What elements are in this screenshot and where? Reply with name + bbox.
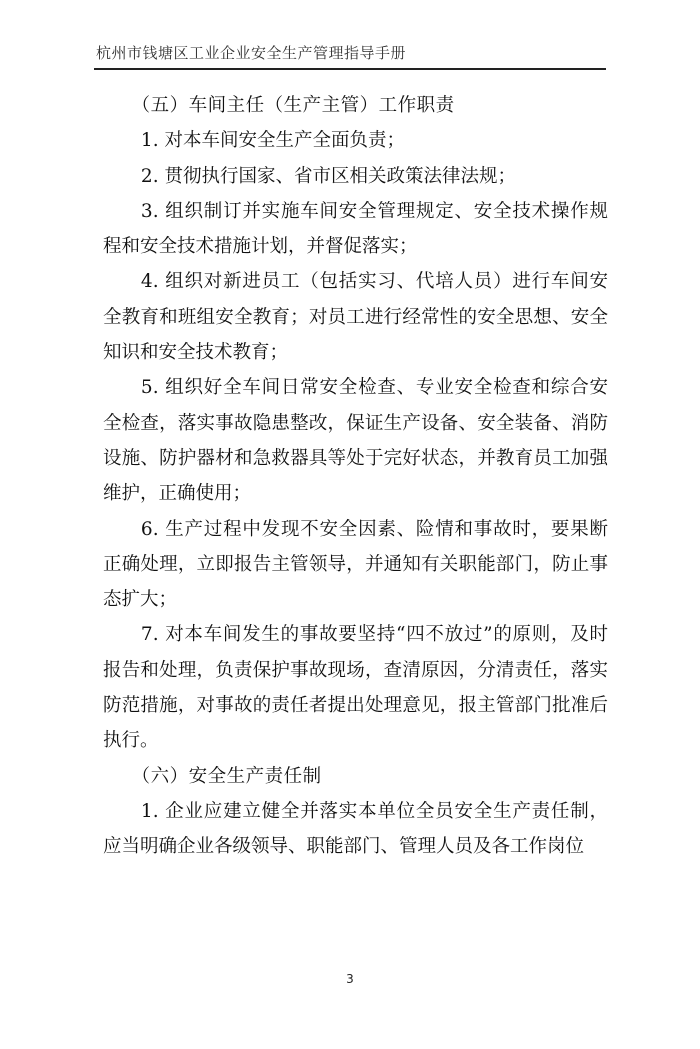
- paragraph-5-5: 5. 组织好全车间日常安全检查、专业安全检查和综合安全检查，落实事故隐患整改，保证生产设备、安全装备、消防设施、防护器材和急救器具等处于完好状态，并教育员工加强维护，正确使用；: [103, 377, 608, 505]
- paragraph-6-1: 1. 企业应建立健全并落实本单位全员安全生产责任制，应当明确企业各级领导、职能部门、管理人员及各工作岗位: [103, 800, 608, 858]
- paragraph-5-3: 3. 组织制订并实施车间安全管理规定、安全技术操作规程和安全技术措施计划，并督促落实；: [103, 200, 608, 258]
- paragraph-5-1: 1. 对本车间安全生产全面负责；: [140, 130, 405, 152]
- paragraph-5-2: 2. 贯彻执行国家、省市区相关政策法律法规；: [140, 165, 516, 187]
- paragraph-5-4: 4. 组织对新进员工（包括实习、代培人员）进行车间安全教育和班组安全教育；对员工进行经常性的安全思想、安全知识和安全技术教育；: [103, 271, 608, 364]
- header-divider: [94, 68, 606, 70]
- paragraph-5-7: 7. 对本车间发生的事故要坚持“四不放过”的原则，及时报告和处理，负责保护事故现场，查清原因，分清责任，落实防范措施，对事故的责任者提出处理意见，报主管部门批准后执行。: [103, 624, 608, 752]
- running-header: 杭州市钱塘区工业企业安全生产管理指导手册: [96, 44, 407, 62]
- document-body: [103, 88, 608, 865]
- section-heading-6: （六）安全生产责任制: [131, 765, 322, 787]
- page-number: 3: [346, 972, 354, 986]
- section-heading-5: （五）车间主任（生产主管）工作职责: [131, 95, 455, 116]
- paragraph-5-6: 6. 生产过程中发现不安全因素、险情和事故时，要果断正确处理，立即报告主管领导，并通知有关职能部门，防止事态扩大；: [103, 518, 608, 611]
